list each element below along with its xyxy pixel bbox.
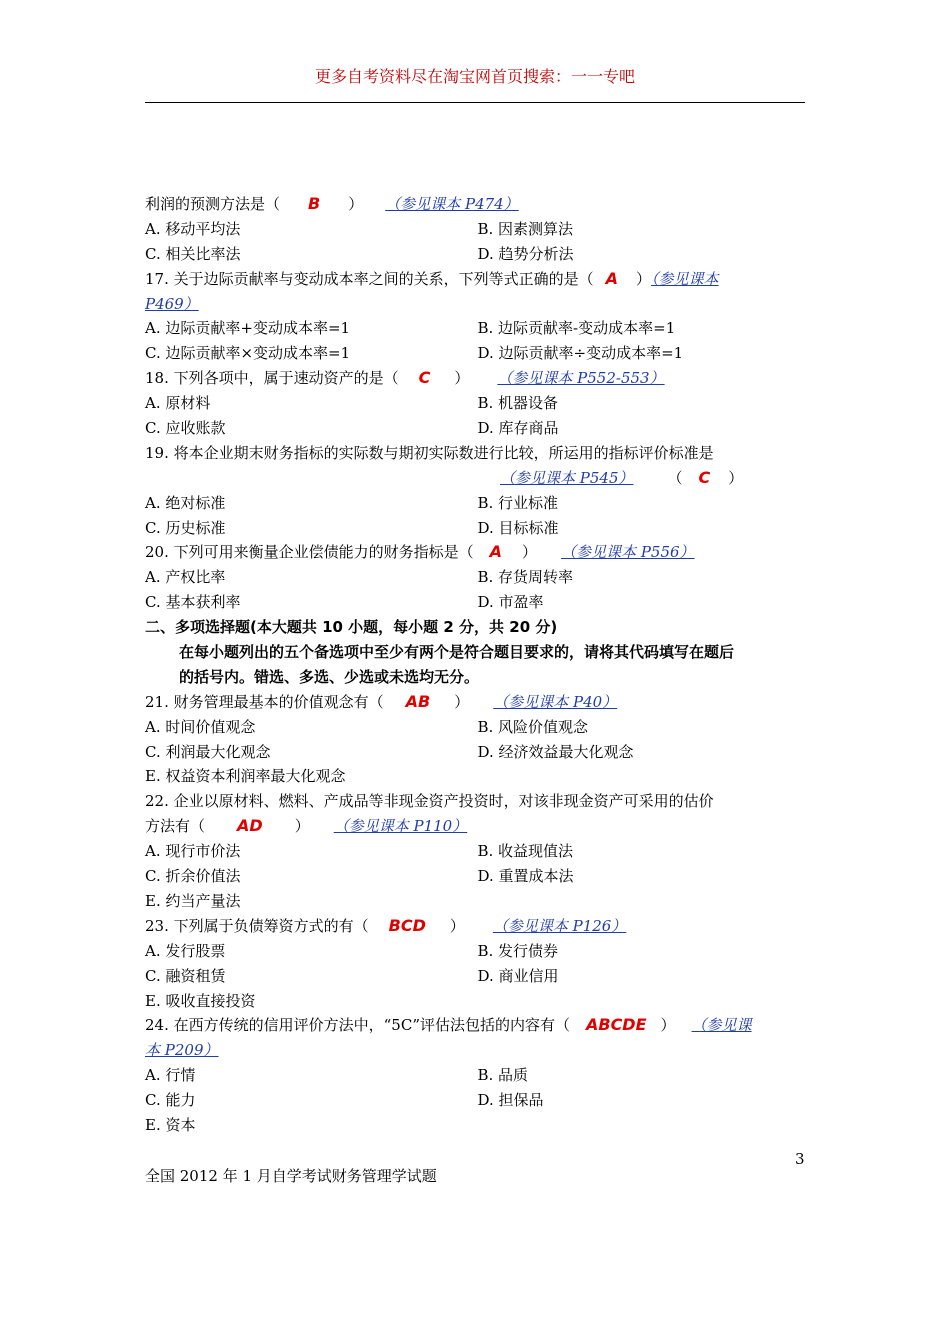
option-d: D. 边际贡献率÷变动成本率=1: [477, 344, 684, 363]
textbook-reference: （参见课本 P545）: [500, 468, 634, 487]
textbook-reference: （参见课本 P40）: [493, 692, 618, 711]
answer-mark: A: [489, 542, 503, 562]
option-row: [145, 864, 810, 889]
option-row: [145, 316, 810, 341]
answer-mark: ABCDE: [585, 1015, 647, 1035]
option-c: C. 融资租赁: [145, 966, 226, 985]
option-row: [145, 242, 810, 267]
bracket-close: ）: [348, 195, 364, 213]
option-a: A. 原材料: [145, 394, 211, 413]
option-d: D. 经济效益最大化观念: [477, 742, 634, 761]
option-row: [145, 590, 810, 615]
question-19-answer-line: [145, 466, 810, 491]
section-instructions: 在每小题列出的五个备选项中至少有两个是符合题目要求的，请将其代码填写在题后: [179, 643, 735, 662]
option-b: B. 发行债券: [477, 941, 559, 960]
question-23-stem: [145, 914, 810, 939]
option-d: D. 库存商品: [477, 419, 559, 438]
answer-mark: C: [418, 368, 431, 388]
page-footer: 全国 2012 年 1 月自学考试财务管理学试题: [145, 1167, 437, 1185]
question-text: 19. 将本企业期末财务指标的实际数与期初实际数进行比较，所运用的指标评价标准是: [145, 443, 714, 462]
bracket-close: ）: [728, 468, 744, 487]
bracket-close: ）: [454, 369, 470, 388]
textbook-reference: （参见课: [691, 1016, 752, 1035]
textbook-reference: （参见课本: [651, 269, 719, 288]
option-row: [145, 964, 810, 989]
answer-mark: AD: [237, 816, 263, 836]
option-row: [145, 1088, 810, 1113]
option-a: A. 边际贡献率+变动成本率=1: [145, 319, 351, 338]
answer-mark: A: [605, 268, 619, 288]
option-row: [145, 565, 810, 590]
option-row: [145, 516, 810, 541]
option-row: [145, 839, 810, 864]
option-d: D. 重置成本法: [477, 867, 574, 886]
question-17-stem: [145, 267, 810, 292]
option-d: D. 趋势分析法: [477, 244, 574, 263]
option-d: D. 目标标准: [477, 518, 559, 537]
option-row: [145, 391, 810, 416]
bracket-close: ）: [449, 916, 465, 935]
option-row: [145, 740, 810, 765]
bracket-close: ）: [454, 692, 470, 711]
option-c: C. 基本获利率: [145, 593, 241, 612]
bracket-close: ）: [636, 269, 652, 288]
option-a: A. 绝对标准: [145, 493, 226, 512]
question-content: [145, 192, 810, 1138]
option-e: E. 资本: [145, 1115, 196, 1134]
bracket-open: （: [667, 468, 683, 487]
question-24-stem: [145, 1013, 810, 1038]
option-b: B. 收益现值法: [477, 842, 574, 861]
question-21-stem: [145, 690, 810, 715]
question-text: 23. 下列属于负债筹资方式的有（: [145, 916, 369, 935]
option-row: [145, 416, 810, 441]
option-a: A. 行情: [145, 1066, 196, 1085]
option-row: [145, 939, 810, 964]
option-c: C. 能力: [145, 1091, 196, 1110]
textbook-reference: （参见课本 P556）: [561, 543, 695, 562]
option-e: E. 权益资本利润率最大化观念: [145, 767, 346, 786]
question-text: 利润的预测方法是（: [145, 195, 281, 213]
bracket-close: ）: [660, 1016, 676, 1035]
question-text: 17. 关于边际贡献率与变动成本率之间的关系，下列等式正确的是（: [145, 269, 594, 288]
option-b: B. 风险价值观念: [477, 717, 589, 736]
option-a: A. 产权比率: [145, 568, 226, 587]
option-row: [145, 1063, 810, 1088]
option-c: C. 相关比率法: [145, 244, 241, 263]
answer-mark: AB: [405, 691, 431, 711]
page-header: 更多自考资料尽在淘宝网首页搜索：一一专吧: [314, 67, 635, 86]
option-row: [145, 715, 810, 740]
option-d: D. 商业信用: [477, 966, 559, 985]
question-20-stem: [145, 540, 810, 565]
question-text: 18. 下列各项中，属于速动资产的是（: [145, 369, 399, 388]
option-e: E. 吸收直接投资: [145, 991, 256, 1010]
option-c: C. 历史标准: [145, 518, 226, 537]
question-text: 21. 财务管理最基本的价值观念有（: [145, 692, 384, 711]
option-c: C. 边际贡献率×变动成本率=1: [145, 344, 351, 363]
textbook-reference: P469）: [145, 294, 199, 313]
option-c: C. 应收账款: [145, 419, 226, 438]
answer-mark: B: [308, 194, 321, 213]
question-text: 方法有（: [145, 817, 206, 836]
textbook-reference: （参见课本 P474）: [385, 195, 519, 213]
option-row: [145, 491, 810, 516]
answer-mark: BCD: [388, 915, 426, 935]
option-d: D. 担保品: [477, 1091, 544, 1110]
textbook-reference: （参见课本 P552-553）: [497, 369, 665, 388]
question-22-stem-continued: [145, 814, 810, 839]
question-17-ref-continued: [145, 292, 810, 317]
option-c: C. 折余价值法: [145, 867, 241, 886]
question-18-stem: [145, 366, 810, 391]
question-19-stem: [145, 441, 810, 466]
textbook-reference: 本 P209）: [145, 1041, 219, 1060]
option-e: E. 约当产量法: [145, 891, 241, 910]
option-b: B. 存货周转率: [477, 568, 574, 587]
option-a: A. 现行市价法: [145, 842, 241, 861]
option-b: B. 因素测算法: [477, 219, 574, 238]
option-b: B. 边际贡献率-变动成本率=1: [477, 319, 676, 338]
option-a: A. 时间价值观念: [145, 717, 256, 736]
section-instructions: 的括号内。错选、多选、少选或未选均无分。: [179, 667, 480, 686]
textbook-reference: （参见课本 P110）: [333, 817, 468, 836]
option-b: B. 品质: [477, 1066, 529, 1085]
bracket-close: ）: [522, 543, 538, 562]
option-b: B. 行业标准: [477, 493, 559, 512]
question-22-stem: 22. 企业以原材料、燃料、产成品等非现金资产投资时，对该非现金资产可采用的估价: [145, 792, 714, 811]
section-title: 二、多项选择题(本大题共 10 小题，每小题 2 分，共 20 分): [145, 618, 558, 637]
option-row: [145, 341, 810, 366]
header-rule: [145, 102, 805, 103]
question-16-stem: [145, 192, 810, 217]
textbook-reference: （参见课本 P126）: [492, 916, 627, 935]
option-c: C. 利润最大化观念: [145, 742, 271, 761]
bracket-close: ）: [294, 817, 310, 836]
answer-mark: C: [698, 467, 711, 487]
option-a: A. 移动平均法: [145, 219, 241, 238]
question-24-ref-continued: [145, 1038, 810, 1063]
question-text: 24. 在西方传统的信用评价方法中，“5C”评估法包括的内容有（: [145, 1016, 570, 1035]
question-text: 20. 下列可用来衡量企业偿债能力的财务指标是（: [145, 543, 474, 562]
page-number: 3: [795, 1150, 805, 1168]
option-d: D. 市盈率: [477, 593, 544, 612]
option-row: [145, 217, 810, 242]
option-a: A. 发行股票: [145, 941, 226, 960]
option-b: B. 机器设备: [477, 394, 559, 413]
